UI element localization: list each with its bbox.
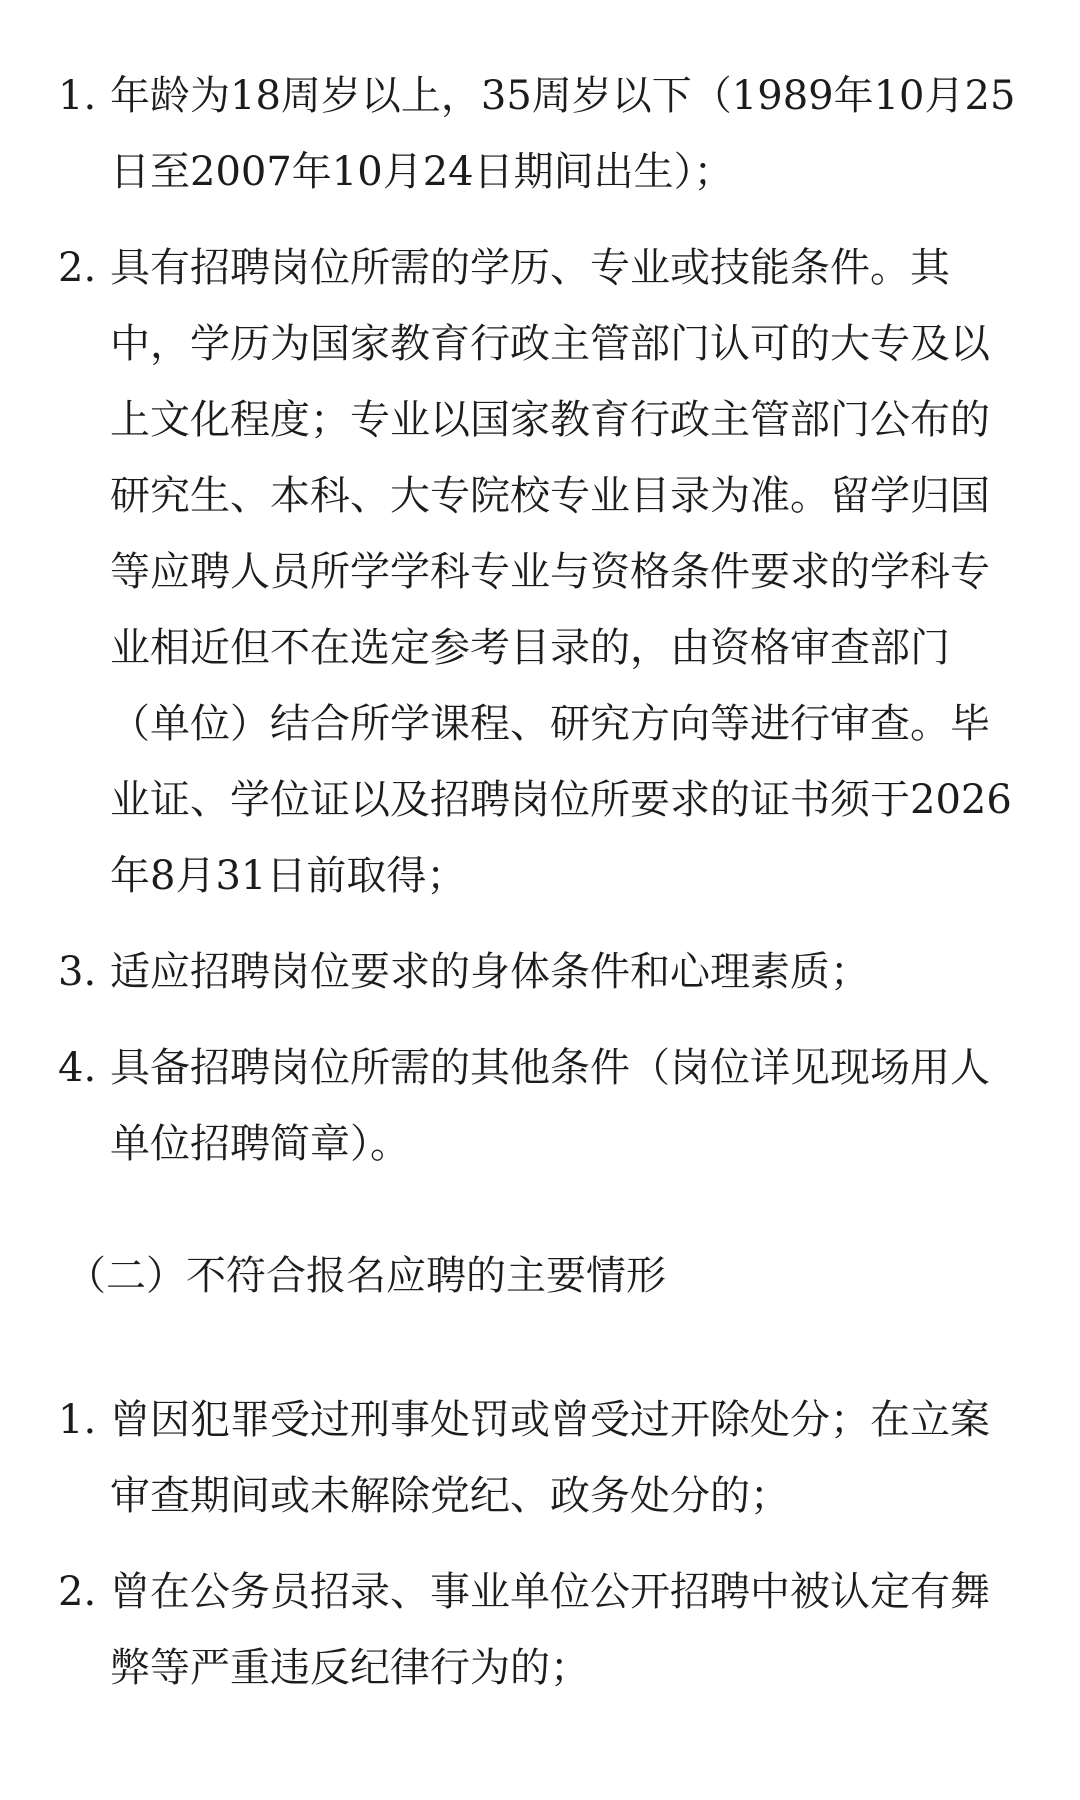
section-heading: （二）不符合报名应聘的主要情形: [66, 1253, 666, 1299]
list-item: [58, 230, 1028, 914]
list-item-text: 曾在公务员招录、事业单位公开招聘中被认定有舞弊等严重违反纪律行为的；: [110, 1569, 990, 1691]
list-item-number: 2.: [58, 245, 97, 291]
list-item-number: 2.: [58, 1569, 97, 1615]
list-item: [58, 1382, 1028, 1534]
list-item-number: 1.: [58, 73, 97, 119]
list-item-number: 4.: [58, 1045, 97, 1091]
list-item: [58, 58, 1028, 210]
list-item-text: 具有招聘岗位所需的学历、专业或技能条件。其中，学历为国家教育行政主管部门认可的大专及以上文化程度；专业以国家教育行政主管部门公布的研究生、本科、大专院校专业目录为准。留学归国等应聘人员所学学科专业与资格条件要求的学科专业相近但不在选定参考目录的，由资格审查部门（单位）结合所学课程、研究方向等进行审查。毕业证、学位证以及招聘岗位所要求的证书须于2026年8月31日前取得；: [110, 245, 1012, 899]
list-item: [58, 934, 1028, 1010]
list-item-text: 曾因犯罪受过刑事处罚或曾受过开除处分；在立案审查期间或未解除党纪、政务处分的；: [110, 1397, 990, 1519]
list-item: [58, 1554, 1028, 1706]
disqualification-list: [58, 1382, 1028, 1706]
list-item-number: 3.: [58, 949, 97, 995]
list-item-text: 具备招聘岗位所需的其他条件（岗位详见现场用人单位招聘简章）。: [110, 1045, 990, 1167]
list-item-number: 1.: [58, 1397, 97, 1443]
eligibility-conditions-list: [58, 58, 1028, 1182]
list-item-text: 适应招聘岗位要求的身体条件和心理素质；: [110, 949, 870, 995]
list-item-text: 年龄为18周岁以上，35周岁以下（1989年10月25日至2007年10月24日期间出生）；: [110, 73, 1016, 195]
document-body: [58, 58, 1028, 1726]
list-item: [58, 1030, 1028, 1182]
